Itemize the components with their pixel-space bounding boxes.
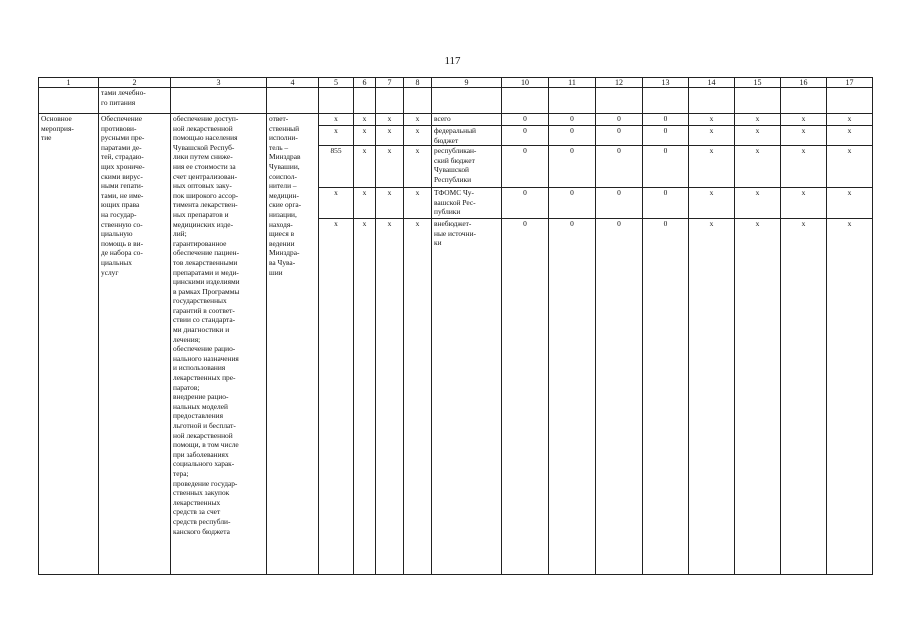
continuation-row [39,88,873,114]
code-cell: x [376,126,404,146]
text-line: помощью населения [173,133,238,143]
value-cell: x [735,114,781,126]
text-line: лекарственных [173,497,221,507]
text-line: помощи, в том числе [173,440,239,450]
text-line: ки [434,238,442,248]
column-number: 12 [596,78,643,88]
text-line: лики путем сниже- [173,152,233,162]
text-line: Минздра- [269,248,300,258]
value-cell: 0 [549,188,596,219]
text-line: медицин- [269,190,299,200]
value-cell: 0 [549,219,596,575]
text-line: гарантий в соответ- [173,305,235,315]
text-line: исполни- [269,133,298,143]
text-line: соиспол- [269,171,297,181]
funding-source-cell [432,188,502,219]
text-line: вашской Рес- [434,197,476,207]
value-cell: 0 [549,126,596,146]
value-cell: 0 [596,188,643,219]
text-line: льготной и бесплат- [173,421,236,430]
value-cell: x [781,126,827,146]
column-number: 3 [171,78,267,88]
value-cell: 0 [643,188,689,219]
text-line: обеспечение рацио- [173,344,236,354]
text-line: ных препаратов и [173,209,229,219]
text-line: щиеся в [269,229,295,239]
text-line: нального назначения [173,353,239,363]
value-cell: x [827,146,873,188]
column-number: 13 [643,78,689,88]
text-line: лекарственных пре- [173,373,236,383]
event-description-cell [171,114,267,575]
text-line: ский бюджет [434,155,475,165]
column-number: 1 [39,78,99,88]
text-line: при заболеваниях [173,449,229,459]
text-line: ские орга- [269,200,302,210]
text-line: ной лекарственной [173,430,233,440]
text-line: ственную со- [101,219,143,229]
continued-name-cell [99,88,171,114]
text-line: на государ- [101,209,137,219]
text-line: цинскими изделиями [173,277,240,287]
column-number: 7 [376,78,404,88]
text-line: Минздрав [269,152,301,162]
column-number: 15 [735,78,781,88]
text-line: нители – [269,181,297,191]
value-cell: 0 [502,126,549,146]
text-line: гарантированное [173,238,227,248]
column-number: 11 [549,78,596,88]
text-line: ответ- [269,114,289,123]
value-cell: 0 [549,114,596,126]
value-cell: 0 [502,114,549,126]
value-cell: x [735,126,781,146]
code-cell: x [404,146,432,188]
text-line: государственных [173,296,227,306]
event-type-cell [39,114,99,575]
text-line: средств за счет [173,507,221,517]
column-number: 9 [432,78,502,88]
program-table [38,77,873,575]
value-cell: x [781,114,827,126]
value-cell: x [689,188,735,219]
text-line: тей, страдаю- [101,152,144,162]
text-line: ющих права [101,200,140,210]
text-line: шии [269,267,283,277]
text-line: паратами де- [101,142,142,152]
text-line: тов лекарственными [173,257,238,267]
code-cell: x [354,219,376,575]
text-line: социального харак- [173,459,235,469]
text-line: публики [434,207,461,217]
executor-cell [267,114,319,575]
code-cell: x [404,114,432,126]
text-line: ва Чува- [269,257,296,267]
text-line: обеспечение доступ- [173,114,239,123]
column-number: 4 [267,78,319,88]
text-line: находя- [269,219,293,229]
column-number: 8 [404,78,432,88]
event-name-cell [99,114,171,575]
text-line: Республики [434,174,472,184]
column-number: 6 [354,78,376,88]
column-number: 10 [502,78,549,88]
text-line: помощь в ви- [101,238,144,248]
table-row [39,114,873,126]
code-cell: x [376,188,404,219]
text-line: ственный [269,123,300,133]
text-line: ведении [269,238,295,248]
value-cell: x [827,114,873,126]
funding-source-cell [432,219,502,575]
code-cell: x [376,114,404,126]
code-cell: x [319,114,354,126]
value-cell: x [689,146,735,188]
text-line: низации, [269,209,297,219]
code-cell: x [376,146,404,188]
column-number: 14 [689,78,735,88]
text-line: лий; [173,229,187,239]
code-cell: x [354,126,376,146]
text-line: средств республи- [173,516,231,526]
text-line: мероприя- [41,123,74,133]
code-cell: x [354,188,376,219]
value-cell: 0 [502,146,549,188]
text-line: внедрение рацио- [173,392,229,402]
text-line: в рамках Программы [173,286,240,296]
value-cell: x [781,188,827,219]
text-line: нальных моделей [173,401,228,411]
text-line: де набора со- [101,248,143,258]
column-number: 5 [319,78,354,88]
text-line: внебюджет- [434,219,472,229]
value-cell: 0 [596,126,643,146]
column-number: 2 [99,78,171,88]
text-line: ные источни- [434,228,477,238]
text-line: ствии со стандарта- [173,315,236,325]
code-cell: x [319,188,354,219]
text-line: препаратами и меди- [173,267,239,277]
text-line: и использования [173,363,226,373]
text-line: всего [434,114,451,123]
text-line: русными пре- [101,133,145,143]
text-line: обеспечение пациен- [173,248,240,258]
text-line: Чувашии, [269,161,300,171]
value-cell: 0 [643,114,689,126]
text-line: ми диагностики и [173,325,230,335]
value-cell: 0 [502,188,549,219]
text-line: Чувашской [434,165,470,175]
value-cell: x [827,219,873,575]
text-line: ТФОМС Чу- [434,188,474,198]
value-cell: x [827,188,873,219]
value-cell: 0 [643,126,689,146]
funding-source-cell [432,146,502,188]
code-cell: x [404,219,432,575]
value-cell: x [689,114,735,126]
value-cell: 0 [643,219,689,575]
text-line: услуг [101,267,119,277]
text-line: республикан- [434,146,477,156]
text-line: канского бюджета [173,526,230,536]
text-line: противови- [101,123,137,133]
page-number: 117 [444,55,461,67]
value-cell: x [735,219,781,575]
column-number: 16 [781,78,827,88]
text-line: циальных [101,257,132,267]
text-line: Основное [41,114,72,123]
code-cell: x [404,126,432,146]
text-line: тель – [269,142,289,152]
value-cell: 0 [596,146,643,188]
text-line: бюджет [434,135,459,145]
text-line: паратов; [173,382,200,392]
value-cell: x [689,219,735,575]
text-line: го питания [101,97,136,107]
text-line: Обеспечение [101,114,142,123]
text-line: тие [41,133,52,143]
text-line: щих хрониче- [101,161,145,171]
value-cell: x [735,146,781,188]
column-number-row [39,78,873,88]
code-cell: x [319,126,354,146]
text-line: счет централизован- [173,171,238,181]
text-line: медицинских изде- [173,219,234,229]
text-line: тера; [173,468,189,478]
text-line: проведение государ- [173,478,238,488]
code-cell: x [319,219,354,575]
funding-source-cell [432,126,502,146]
code-cell: x [404,188,432,219]
code-cell: x [354,146,376,188]
text-line: тимента лекарствен- [173,200,238,210]
text-line: ными гепати- [101,181,144,191]
text-line: тами, не име- [101,190,144,200]
value-cell: x [735,188,781,219]
text-line: лечения; [173,334,201,344]
text-line: предоставления [173,411,224,421]
text-line: Чувашской Респуб- [173,142,235,152]
text-line: циальную [101,229,133,239]
code-cell: 855 [319,146,354,188]
value-cell: x [827,126,873,146]
code-cell: x [376,219,404,575]
value-cell: 0 [596,114,643,126]
value-cell: x [781,219,827,575]
text-line: ственных закупок [173,488,230,498]
value-cell: 0 [596,219,643,575]
value-cell: x [781,146,827,188]
text-line: ных оптовых заку- [173,181,232,191]
code-cell: x [354,114,376,126]
column-number: 17 [827,78,873,88]
text-line: ной лекарственной [173,123,233,133]
value-cell: x [689,126,735,146]
text-line: тами лечебно- [101,88,146,97]
value-cell: 0 [502,219,549,575]
text-line: федеральный [434,126,476,135]
text-line: пок широкого ассор- [173,190,239,200]
funding-source-cell [432,114,502,126]
value-cell: 0 [549,146,596,188]
text-line: ния ее стоимости за [173,161,236,171]
text-line: скими вирус- [101,171,143,181]
value-cell: 0 [643,146,689,188]
